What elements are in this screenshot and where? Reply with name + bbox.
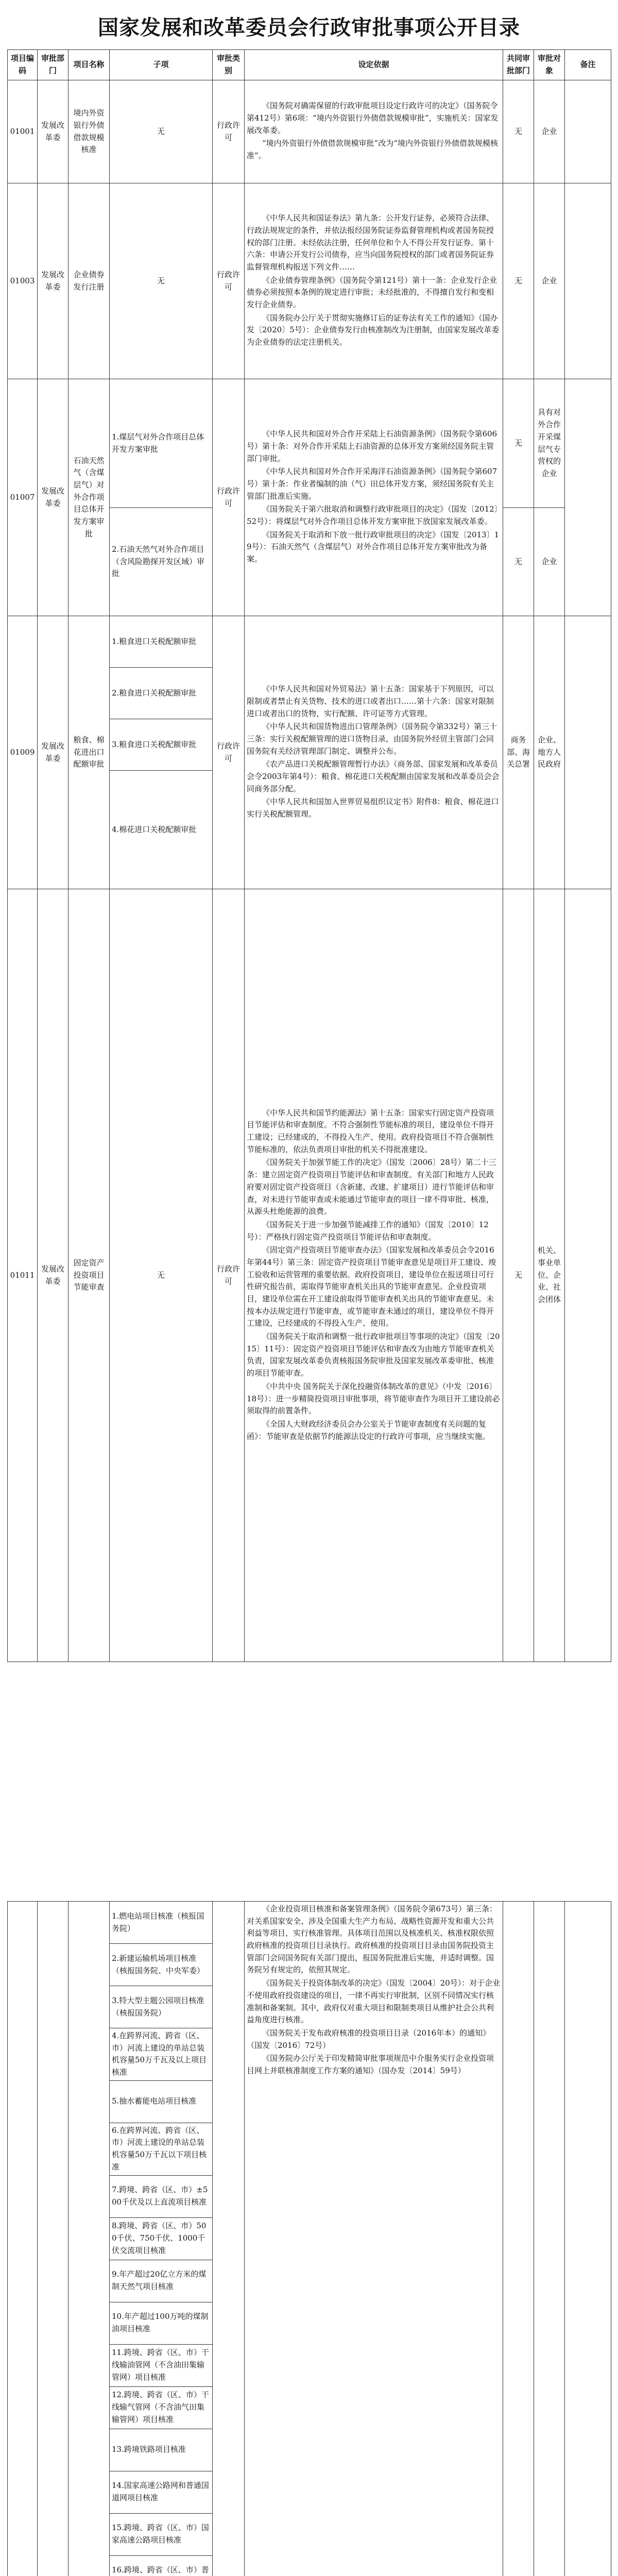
cell-category: 行政许可 — [213, 80, 245, 183]
cell-id: 01007 — [8, 379, 38, 616]
cell-dept: 发展改革委 — [38, 183, 68, 379]
basis-paragraph: 《固定资产投资项目节能审查办法》（国家发展和改革委员会令2016年第44号）第三条：固定资产投资项目节能审查意见是项目开工建设、竣工验收和运营管理的重要依据。政府投资项目，建设单位在报送项目可行性研究报告前，需取得节能审查机关出具的节能审查意见。企业投资项目，建设单位需在开工建设前取得节能审查机关出具的节能审查意见。未按本办法规定进行节能审查，或节能审查未通过的项目，建设单位不得开工建设，已经建成的不得投入生产、使用。 — [247, 1245, 496, 1328]
basis-paragraph: 《中华人民共和国对外合作开采海洋石油资源条例》（国务院令第607号）第十条：作业者编制的油（气）田总体开发方案，须经国务院有关主管部门批准后实施。 — [247, 467, 497, 501]
cell-sub: 无 — [110, 80, 213, 183]
basis-paragraph: 《国务院关于取消和调整一批行政审批项目等事项的决定》（国发〔2015〕11号）：固定资产投资项目节能评估和审查改为由地方节能审查机关负责，国家发展改革委负责核报国务院审批及国家发展改革委审批、核准的项目节能审查。 — [247, 1332, 500, 1378]
table-row — [8, 1902, 611, 1944]
cell-sub: 7.跨境、跨省（区、市）±500千伏及以上直流项目核准 — [110, 2175, 213, 2217]
cell-sub: 无 — [110, 889, 213, 1662]
cell-sub: 1.粮食进口关税配额审批 — [110, 616, 213, 668]
cell-sub: 1.煤层气对外合作项目总体开发方案审批 — [110, 379, 213, 508]
basis-paragraph: 《中华人民共和国对外贸易法》第十五条：国家基于下列原因，可以限制或者禁止有关货物、技术的进口或者出口……第十六条：国家对限制进口或者出口的货物，实行配额、许可证等方式管理。 — [247, 684, 494, 718]
cell-basis — [245, 183, 503, 379]
cell-sub: 14.国家高速公路网和普通国道网项目核准 — [110, 2471, 213, 2513]
basis-paragraph: 《国务院关于投资体制改革的决定》（国发〔2004〕20号）：对于企业不使用政府投资建设的项目，一律不再实行审批制，区别不同情况实行核准制和备案制。其中，政府仅对重大项目和限制类项目从维护社会公共利益角度进行核准。 — [247, 1978, 501, 2025]
cell-sub: 10.年产超过100万吨的煤制油项目核准 — [110, 2302, 213, 2344]
basis-paragraph: 《中华人民共和国货物进出口管理条例》（国务院令第332号）第三十三条：实行关税配额管理的进口货物目录，由国务院外经贸主管部门会同国务院有关经济管理部门制定、调整并公布。 — [247, 722, 497, 756]
cell-sub: 3.特大型主题公园项目核准（核报国务院） — [110, 1986, 213, 2028]
cell-joint: 无 — [503, 80, 534, 183]
cell-sub: 6.在跨界河流、跨省（区、市）河流上建设的单站总装机容量50万千瓦以下项目核准 — [110, 2123, 213, 2175]
cell-category: 行政许可 — [213, 889, 245, 1662]
cell-id: 01011 — [8, 889, 38, 1662]
basis-paragraph: 《中华人民共和国节约能源法》第十五条：国家实行固定资产投资项目节能评估和审查制度。不符合强制性节能标准的项目，建设单位不得开工建设；已经建成的，不得投入生产、使用。政府投资项目不符合强制性节能标准的，依法负责项目审批的机关不得批准建设。 — [247, 1108, 494, 1154]
approval-table — [7, 49, 611, 1662]
cell-object: 企业、地方人民政府 — [534, 616, 565, 889]
row6-body — [8, 1902, 611, 2576]
basis-paragraph: 《国务院对确需保留的行政审批项目设定行政许可的决定》（国务院令第412号）第6项：“境内外资银行外债借款规模审批”，实施机关：国家发展改革委。 — [247, 101, 499, 135]
document-title: 国家发展和改革委员会行政审批事项公开目录 — [98, 15, 520, 40]
cell-note — [565, 1902, 611, 2576]
cell-dept — [38, 1902, 68, 2576]
cell-object: 企业 — [534, 80, 565, 183]
basis-paragraph: 《全国人大财政经济委员会办公室关于节能审查制度有关问题的复函》：节能审查是依据节约能源法设定的行政许可事项，应当继续实施。 — [247, 1419, 490, 1441]
table-row — [8, 379, 611, 508]
basis-paragraph: “境内外资银行外债借款规模审批”改为“境内外资银行外债借款规模核准”。 — [247, 139, 499, 161]
header-dept: 审批部门 — [38, 50, 68, 80]
basis-paragraph: 《国务院关于加强节能工作的决定》（国发〔2006〕28号）第二十三条：建立固定资产投资项目节能评估和审查制度。有关部门和地方人民政府要对固定资产投资项目（含新建、改建、扩建项目）进行节能评估和审查，对未进行节能审查或未能通过节能审查的项目一律不得审批、核准，从源头杜绝能源的浪费。 — [247, 1158, 496, 1216]
cell-basis — [245, 1902, 503, 2576]
cell-basis — [245, 889, 503, 1662]
cell-note — [565, 616, 611, 889]
table-row — [8, 183, 611, 379]
basis-paragraph: 《国务院关于第六批取消和调整行政审批项目的决定》（国发〔2012〕52号）：将煤层气对外合作项目总体开发方案审批下放国家发展改革委。 — [247, 504, 499, 527]
cell-note — [565, 379, 611, 616]
header-object: 审批对象 — [534, 50, 565, 80]
cell-sub: 13.跨境铁路项目核准 — [110, 2429, 213, 2471]
cell-id: 01003 — [8, 183, 38, 379]
cell-id: 01009 — [8, 616, 38, 889]
cell-object — [534, 1902, 565, 2576]
cell-sub: 4.在跨界河流、跨省（区、市）河流上建设的单站总装机容量50万千瓦及以上项目核准 — [110, 2028, 213, 2081]
cell-note — [565, 80, 611, 183]
cell-name: 粮食、棉花进出口配额审批 — [68, 616, 110, 889]
basis-paragraph: 《中共中央 国务院关于深化投融资体制改革的意见》（中发〔2016〕18号）：进一步精简投资项目审批事项，将节能审查作为项目开工建设前必须取得的前置条件。 — [247, 1381, 500, 1416]
cell-name: 石油天然气（含煤层气）对外合作项目总体开发方案审批 — [68, 379, 110, 616]
cell-dept: 发展改革委 — [38, 616, 68, 889]
header-basis: 设定依据 — [245, 50, 503, 80]
basis-paragraph: 《中华人民共和国证券法》第九条：公开发行证券，必须符合法律、行政法规规定的条件，并依法报经国务院证券监督管理机构或者国务院授权的部门注册。未经依法注册，任何单位和个人不得公开发行证券。第十六条：申请公开发行公司债券，应当向国务院授权的部门或者国务院证券监督管理机构报送下列文件…… — [247, 213, 494, 272]
cell-category: 行政许可 — [213, 616, 245, 889]
header-name: 项目名称 — [68, 50, 110, 80]
cell-basis — [245, 80, 503, 183]
cell-joint: 无 — [503, 889, 534, 1662]
cell-object: 具有对外合作开采煤层气专营权的企业 — [534, 379, 565, 508]
cell-name: 固定资产投资项目节能审查 — [68, 889, 110, 1662]
approval-table-continued — [7, 1901, 611, 2576]
cell-name: 企业债券发行注册 — [68, 183, 110, 379]
cell-category: 行政许可 — [213, 183, 245, 379]
cell-note — [565, 183, 611, 379]
cell-dept: 发展改革委 — [38, 889, 68, 1662]
header-category: 审批类别 — [213, 50, 245, 80]
cell-category — [213, 1902, 245, 2576]
cell-joint: 无 — [503, 508, 534, 616]
cell-name — [68, 1902, 110, 2576]
cell-sub: 16.跨境、跨省（区、市）普 — [110, 2555, 213, 2576]
basis-paragraph: 《国务院办公厅关于贯彻实施修订后的证券法有关工作的通知》（国办发〔2020〕5号）：企业债券发行由核准制改为注册制，由国家发展改革委为企业债券的法定注册机关。 — [247, 313, 500, 347]
header-id: 项目编码 — [8, 50, 38, 80]
basis-paragraph: 《中华人民共和国加入世界贸易组织议定书》附件8：粮食、棉花进口实行关税配额管理。 — [247, 797, 499, 819]
cell-joint — [503, 1902, 534, 2576]
cell-joint: 无 — [503, 379, 534, 508]
cell-sub: 12.跨境、跨省（区、市）干线输气管网（不含油气田集输管网）项目核准 — [110, 2386, 213, 2429]
table-row — [8, 80, 611, 183]
cell-note — [565, 889, 611, 1662]
cell-id — [8, 1902, 38, 2576]
basis-paragraph: 《企业债券管理条例》（国务院令第121号）第十一条：企业发行企业债券必须按照本条例的规定进行审批；未经批准的，不得擅自发行和变相发行企业债券。 — [247, 275, 497, 310]
cell-dept: 发展改革委 — [38, 379, 68, 616]
basis-paragraph: 《农产品进口关税配额管理暂行办法》（商务部、国家发展和改革委员会令2003年第4号）：粮食、棉花进口关税配额由国家发展和改革委员会会同商务部分配。 — [247, 759, 500, 793]
cell-sub: 15.跨境、跨省（区、市）国家高速公路项目核准 — [110, 2513, 213, 2555]
cell-sub: 2.石油天然气对外合作项目（含风险勘探开发区域）审批 — [110, 508, 213, 616]
table-header-row — [8, 50, 611, 80]
cell-basis — [245, 379, 503, 616]
cell-sub: 无 — [110, 183, 213, 379]
cell-name: 境内外资银行外债借款规模核准 — [68, 80, 110, 183]
cell-dept: 发展改革委 — [38, 80, 68, 183]
table-row — [8, 616, 611, 668]
cell-basis — [245, 616, 503, 889]
basis-paragraph: 《中华人民共和国对外合作开采陆上石油资源条例》（国务院令第606号）第十条：对外合作开采陆上石油资源的总体开发方案须经国务院主管部门审批。 — [247, 429, 497, 463]
cell-sub: 5.抽水蓄能电站项目核准 — [110, 2080, 213, 2123]
cell-sub: 8.跨境、跨省（区、市）500千伏、750千伏、1000千伏交流项目核准 — [110, 2217, 213, 2260]
header-note: 备注 — [565, 50, 611, 80]
cell-id: 01001 — [8, 80, 38, 183]
cell-sub: 4.棉花进口关税配额审批 — [110, 771, 213, 889]
cell-object: 企业 — [534, 183, 565, 379]
cell-sub: 9.年产超过20亿立方米的煤制天然气项目核准 — [110, 2260, 213, 2302]
cell-sub: 1.燃电站项目核准（核报国务院） — [110, 1902, 213, 1944]
basis-paragraph: 《国务院关于取消和下放一批行政审批项目的决定》（国发〔2013〕19号）：石油天然气（含煤层气）对外合作项目总体开发方案审批改为备案。 — [247, 530, 500, 564]
cell-joint: 商务部、海关总署 — [503, 616, 534, 889]
cell-object: 企业 — [534, 508, 565, 616]
header-sub: 子项 — [110, 50, 213, 80]
cell-category: 行政许可 — [213, 379, 245, 616]
basis-paragraph: 《国务院关于进一步加强节能减排工作的通知》（国发〔2010〕12号）：严格执行固定资产投资项目节能评估和审查制度。 — [247, 1219, 489, 1242]
basis-paragraph: 《国务院关于发布政府核准的投资项目目录（2016年本）的通知》（国发〔2016〕72号） — [247, 2028, 491, 2050]
cell-joint: 无 — [503, 183, 534, 379]
table-row — [8, 889, 611, 1662]
header-joint: 共同审批部门 — [503, 50, 534, 80]
basis-paragraph: 《国务院办公厅关于印发精简审批事项规范中介服务实行企业投资项目网上并联核准制度工作方案的通知》（国办发〔2014〕59号） — [247, 2054, 494, 2075]
cell-sub: 2.粮食进口关税配额审批 — [110, 668, 213, 719]
cell-sub: 11.跨境、跨省（区、市）干线输油管网（不含油田集输管网）项目核准 — [110, 2344, 213, 2386]
cell-sub: 3.粮食进口关税配额审批 — [110, 719, 213, 771]
basis-paragraph: 《企业投资项目核准和备案管理条例》（国务院令第673号）第三条：对关系国家安全、涉及全国重大生产力布局、战略性资源开发和重大公共利益等项目，实行核准管理。具体项目范围以及核准机关、核准权限依照政府核准的投资项目目录执行。政府核准的投资项目目录由国务院投资主管部门会同国务院有关部门提出，报国务院批准后实施，并适时调整。国务院另有规定的，依照其规定。 — [247, 1904, 497, 1975]
cell-sub: 2.新建运输机场项目核准（核报国务院、中央军委） — [110, 1944, 213, 1986]
cell-object: 机关、事业单位、企业、社会团体 — [534, 889, 565, 1662]
